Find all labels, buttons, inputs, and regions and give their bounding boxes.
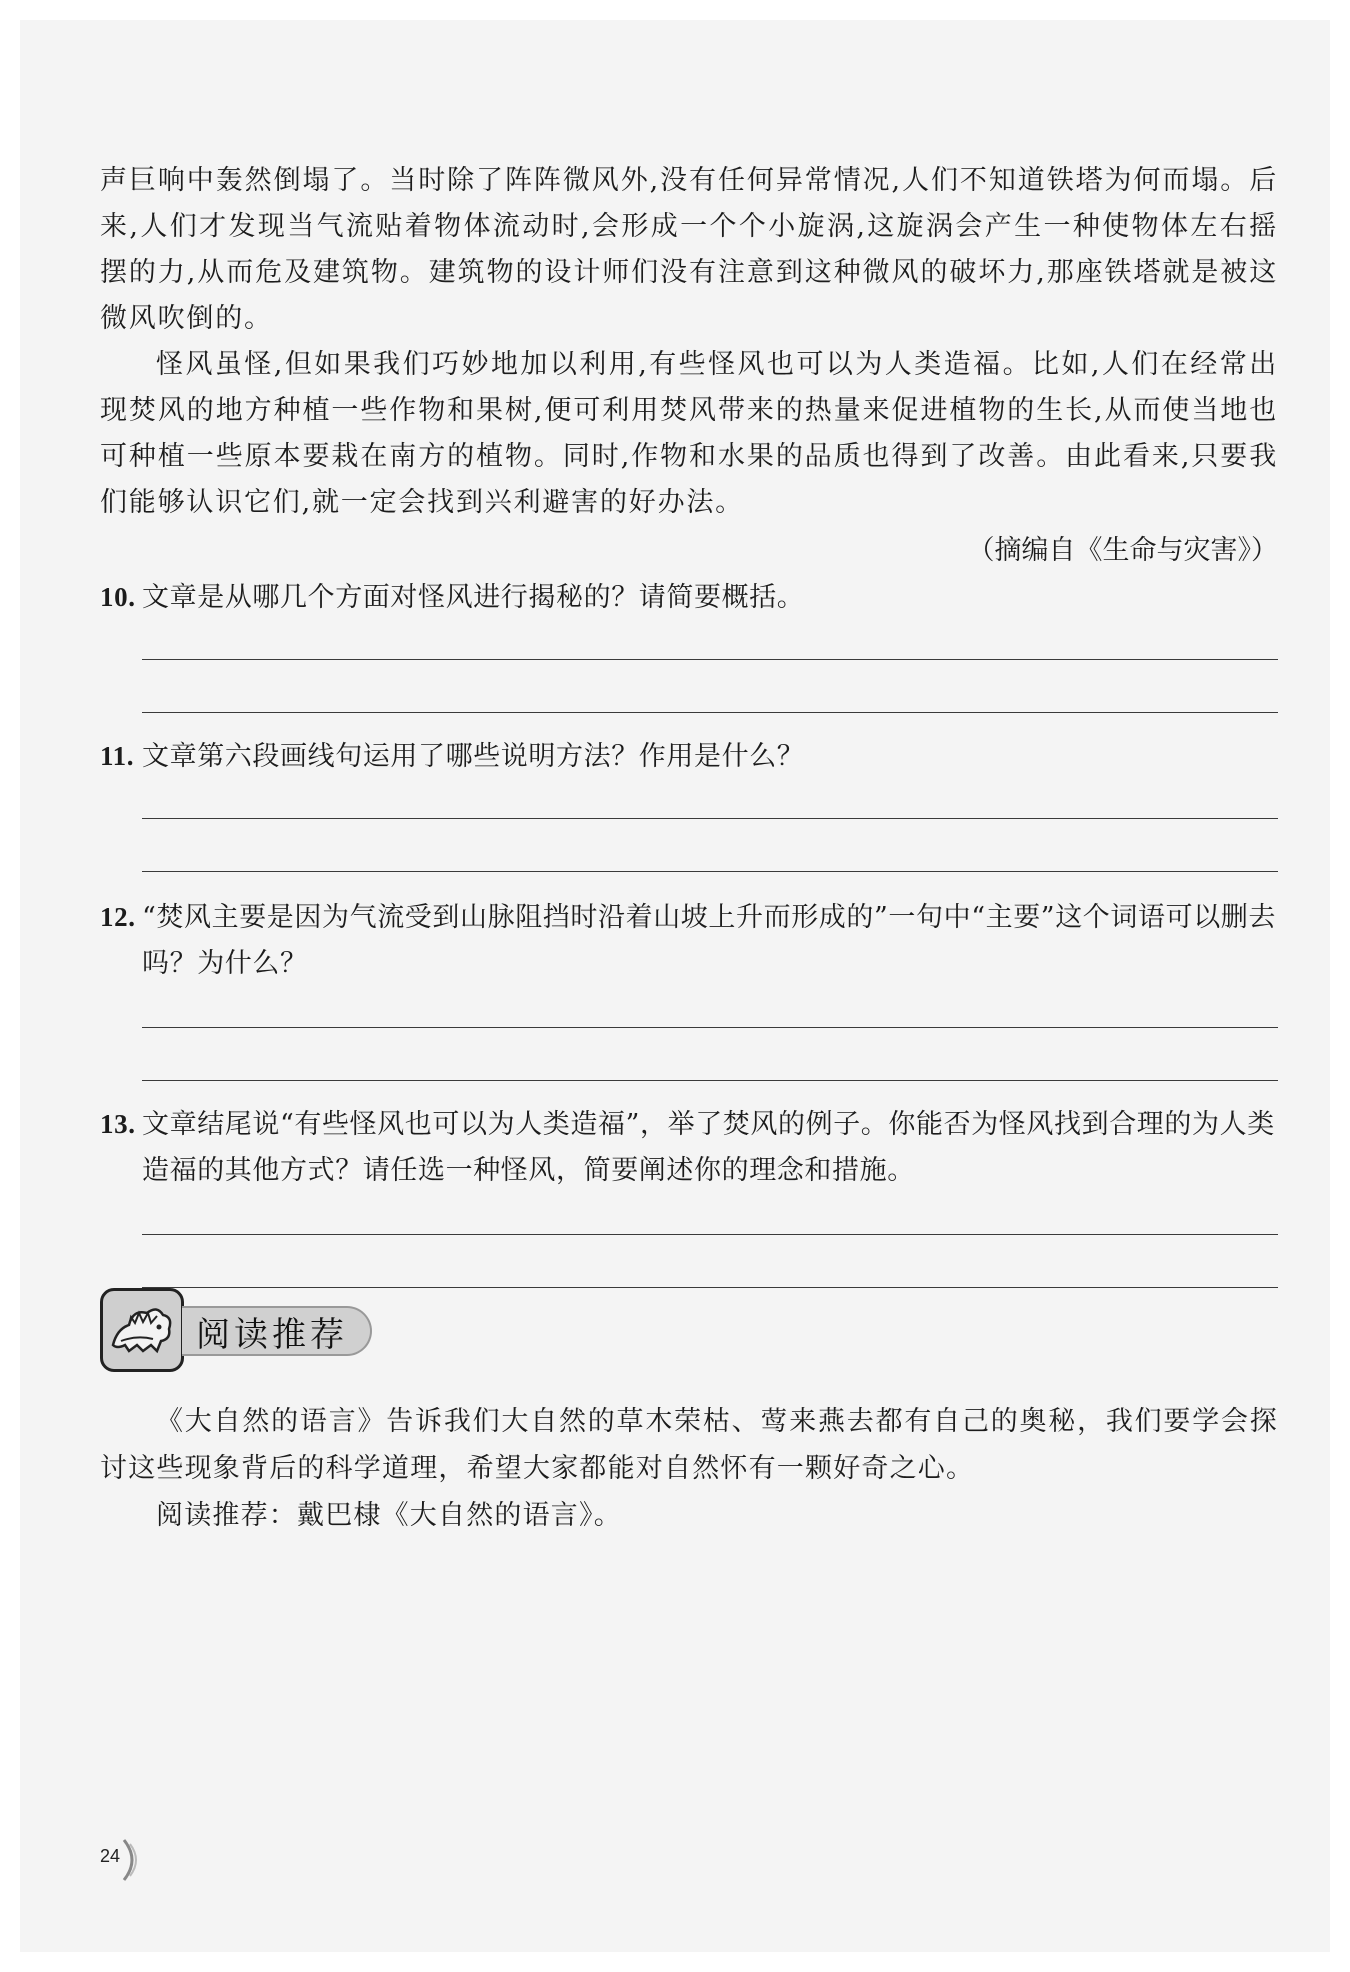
answer-line[interactable] xyxy=(142,659,1278,660)
question-number: 12. xyxy=(100,902,136,932)
dinosaur-icon xyxy=(100,1288,184,1372)
page-number xyxy=(78,1836,150,1884)
question-text: 文章第六段画线句运用了哪些说明方法？作用是什么？ xyxy=(142,741,805,772)
section-title: 阅读推荐 xyxy=(182,1306,372,1356)
answer-line[interactable] xyxy=(142,712,1278,713)
passage-source: （摘编自《生命与灾害》） xyxy=(967,535,1278,566)
answer-line[interactable] xyxy=(142,818,1278,819)
answer-line[interactable] xyxy=(142,1234,1278,1235)
question-text: 文章是从哪几个方面对怪风进行揭秘的？请简要概括。 xyxy=(142,582,805,613)
question-text: 文章结尾说“有些怪风也可以为人类造福”，举了焚风的例子。你能否为怪风找到合理的为人类造福的其他方式？请任选一种怪风，简要阐述你的理念和措施。 xyxy=(142,1109,1275,1186)
question-10 xyxy=(100,574,1278,713)
question-11 xyxy=(100,733,1278,872)
reading-passage xyxy=(100,158,1278,1288)
question-text: “焚风主要是因为气流受到山脉阻挡时沿着山坡上升而形成的”一句中“主要”这个词语可以删去吗？为什么？ xyxy=(142,902,1277,979)
answer-line[interactable] xyxy=(142,1080,1278,1081)
reading-recommendation xyxy=(100,1398,1278,1539)
question-number: 10. xyxy=(100,582,136,612)
question-number: 13. xyxy=(100,1109,136,1139)
question-12 xyxy=(100,894,1278,1081)
section-header xyxy=(100,1288,380,1374)
recommendation-paragraph: 《大自然的语言》告诉我们大自然的草木荣枯、莺来燕去都有自己的奥秘，我们要学会探讨这些现象背后的科学道理，希望大家都能对自然怀有一颗好奇之心。 xyxy=(100,1406,1278,1484)
recommendation-line: 阅读推荐：戴巴棣《大自然的语言》。 xyxy=(156,1500,622,1531)
passage-paragraph: 声巨响中轰然倒塌了。当时除了阵阵微风外,没有任何异常情况,人们不知道铁塔为何而塌。后来,人们才发现当气流贴着物体流动时,会形成一个个小旋涡,这旋涡会产生一种使物体左右摇摆的力,从而危及建筑物。建筑物的设计师们没有注意到这种微风的破坏力,那座铁塔就是被这微风吹倒的。 xyxy=(100,165,1278,334)
question-number: 11. xyxy=(100,741,135,771)
page-number-text: 24 xyxy=(100,1846,121,1866)
answer-line[interactable] xyxy=(142,871,1278,872)
question-13 xyxy=(100,1101,1278,1288)
answer-line[interactable] xyxy=(142,1027,1278,1028)
passage-paragraph: 怪风虽怪,但如果我们巧妙地加以利用,有些怪风也可以为人类造福。比如,人们在经常出现焚风的地方种植一些作物和果树,便可利用焚风带来的热量来促进植物的生长,从而使当地也可种植一些原本要栽在南方的植物。同时,作物和水果的品质也得到了改善。由此看来,只要我们能够认识它们,就一定会找到兴利避害的好办法。 xyxy=(100,349,1278,518)
